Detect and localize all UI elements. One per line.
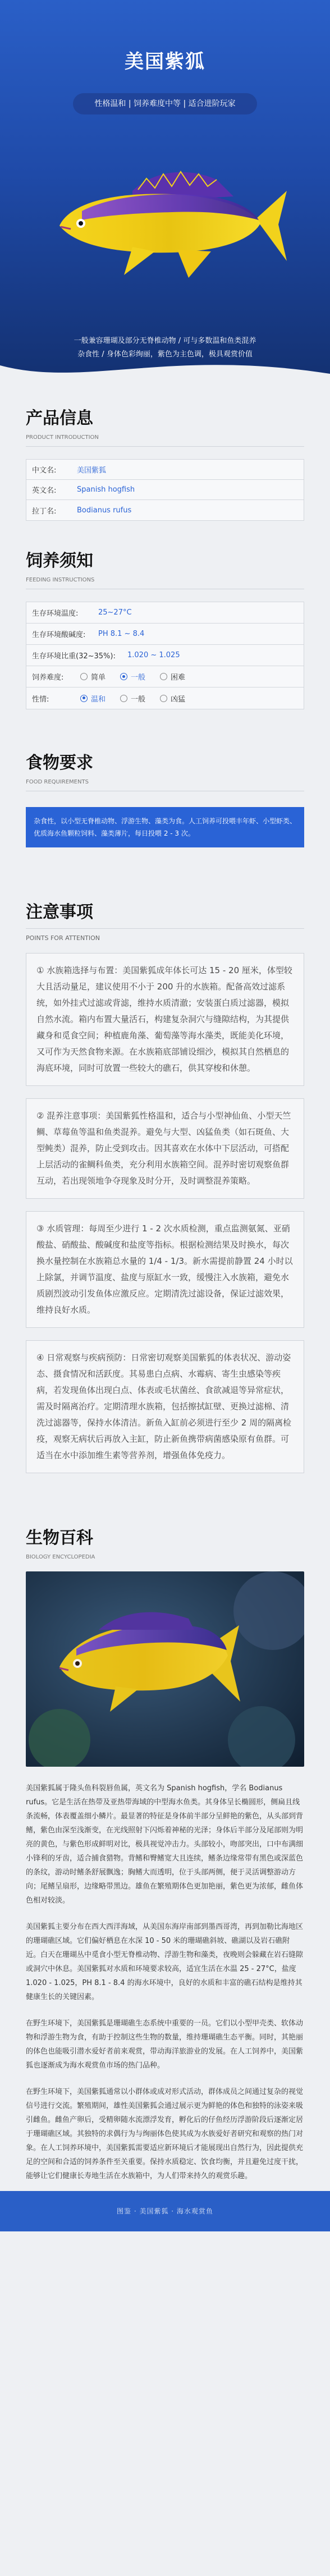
- temper-option-normal[interactable]: [120, 693, 145, 704]
- info-row-english-name: [26, 480, 304, 500]
- care-row-temper: [26, 687, 304, 709]
- note-card-tank: ① 水族箱选择与布置：美国紫狐成年体长可达 15 - 20 厘米，体型较大且活动量足，建议使用不小于 200 升的水族箱。配备高效过滤系统，如外挂式过滤或背滤，维持水质清澈；安装蛋白质过滤器，模拟自然水流。箱内布置大量活石，构建复杂洞穴与缝隙结构，为其提供藏身和觅食空间；种植鹿角藻、葡萄藻等海水藻类，既能美化环境，又可作为天然食物来源。在水族箱底部铺设细沙，模拟其自然栖息的海底环境，同时可放置一些较大的礁石，供其穿梭和休憩。: [26, 953, 304, 1086]
- hero-banner: [0, 0, 330, 387]
- care-key: 生存环境比重(32~35%):: [32, 652, 116, 661]
- food-section: [0, 709, 330, 847]
- ency-text: [26, 1781, 304, 2183]
- care-value: 1.020 ~ 1.025: [127, 651, 180, 659]
- temper-option-fierce[interactable]: [160, 693, 185, 704]
- ency-paragraph: 在野生环境下，美国紫狐通常以小群体或成对形式活动，群体成员之间通过复杂的视觉信号进行交流。繁殖期间，雄性美国紫狐会通过展示更为鲜艳的体色和独特的泳姿来吸引雌鱼。雌鱼产卵后，受精卵随水流漂浮发育，孵化后的仔鱼经历浮游阶段后逐渐定居于珊瑚礁区域。其独特的求偶行为与绚丽体色使其成为水族爱好者研究和观察的热门对象。在人工饲养环境中，美国紫狐需要适应新环境后才能展现出自然行为，因此提供充足的空间和合适的饲养条件至关重要。保持水质稳定、饮食均衡，并且避免过度干扰，能够让它们健康长寿地生活在水族箱中，为人们带来持久的观赏乐趣。: [26, 2088, 304, 2180]
- care-table: [26, 602, 304, 709]
- fish-photo: [26, 1571, 304, 1767]
- care-key: 生存环境酸碱度:: [32, 631, 86, 639]
- product-title: 产品信息: [26, 409, 93, 428]
- info-key: 英文名:: [32, 487, 57, 495]
- ency-paragraph: 美国紫狐属于隆头鱼科裂唇鱼属，英文名为 Spanish hogfish，学名 Bodianus rufus。它是生活在热带及亚热带海域的中型海水鱼类。其身体呈长椭圆形，侧扁且线条流畅，体表覆盖细小鳞片。最显著的特征是身体前半部分呈鲜艳的紫色，从头部到背鳍，紫色由深至浅渐变，在光线照射下闪烁着神秘的光泽；身体后半部分及尾部则为明亮的黄色，与紫色形成鲜明对比，极具视觉冲击力。头部较小，吻部突出，口中布满细小锋利的牙齿，适合捕食猎物。背鳍和臀鳍宽大且连续，鳍条边缘常带有黑色或深蓝色的条纹，游动时鳍条舒展飘逸；胸鳍大而透明，位于头部两侧，便于灵活调整游动方向；尾鳍呈扇形，边缘略带黑边。雄鱼在繁殖期体色更加艳丽，紫色更为浓郁，雌鱼体色相对较淡。: [26, 1784, 304, 1905]
- care-key: 生存环境温度:: [32, 609, 79, 618]
- tail-fin: [256, 191, 287, 261]
- info-value: Bodianus rufus: [77, 506, 132, 515]
- difficulty-option-normal[interactable]: [120, 671, 145, 682]
- note-card-mixing: ② 混养注意事项：美国紫狐性格温和，适合与小型神仙鱼、小型天竺鲷、草莓鱼等温和鱼类混养。避免与大型、凶猛鱼类（如石斑鱼、大型鲀类）混养，防止受到攻击。因其喜欢在水体中下层活动，可搭配上层活动的雀鲷科鱼类，充分利用水族箱空间。混养时密切观察鱼群互动，若出现领地争夺现象及时分开，及时调整混养策略。: [26, 1098, 304, 1199]
- note-card-health: ④ 日常观察与疾病预防：日常密切观察美国紫狐的体表状况、游动姿态、摄食情况和活跃度。其易患白点病、水霉病、寄生虫感染等疾病，若发现鱼体出现白点、体表或毛状菌丝、食欲减退等异常症状，需及时隔离治疗。定期清理水族箱，包括擦拭缸壁、更换过滤棉、清洗过滤器等，保持水体清洁。新鱼入缸前必须进行至少 2 周的隔离检疫，观察无病状后再放入主缸，防止新鱼携带病菌感染原有鱼群。可适当在水中添加维生素等营养剂，增强鱼体免疫力。: [26, 1340, 304, 1473]
- divider: [26, 446, 304, 447]
- option-label: 一般: [131, 673, 146, 682]
- info-row-chinese-name: [26, 460, 304, 480]
- hero-title: 美国紫狐: [125, 51, 205, 73]
- care-key: 饲养难度:: [32, 673, 64, 682]
- radio-icon: [160, 673, 167, 680]
- notes-section: [0, 847, 330, 1473]
- care-row-temperature: [26, 602, 304, 624]
- radio-icon: [80, 673, 88, 680]
- hero-traits-pill: 性格温和 | 饲养难度中等 | 适合进阶玩家: [73, 93, 257, 114]
- care-row-ph: [26, 624, 304, 645]
- product-info-section: [0, 387, 330, 521]
- ency-title: 生物百科: [26, 1528, 93, 1548]
- notes-title: 注意事项: [26, 902, 93, 922]
- difficulty-option-easy[interactable]: [80, 671, 106, 682]
- option-label: 凶猛: [171, 695, 186, 704]
- info-value: Spanish hogfish: [77, 485, 135, 494]
- fish-illustration: [48, 157, 290, 286]
- product-subtitle: PRODUCT INTRODUCTION: [26, 434, 99, 441]
- footer-bar: 图鉴 · 美国紫狐 · 海水观赏鱼: [0, 2191, 330, 2231]
- option-label: 困难: [171, 673, 186, 682]
- care-subtitle: FEEDING INSTRUCTIONS: [26, 577, 95, 583]
- product-info-table: [26, 459, 304, 521]
- care-value: 25~27°C: [98, 608, 132, 617]
- radio-icon: [160, 695, 167, 702]
- info-value: 美国紫狐: [77, 466, 107, 475]
- ency-paragraph: 在野生环境下，美国紫狐是珊瑚礁生态系统中重要的一员。它们以小型甲壳类、软体动物和浮游生物为食，有助于控制这些生物的数量，维持珊瑚礁生态平衡。同时，其艳丽的体色也能吸引潜水爱好者前来观赏，带动海洋旅游业的发展。在人工饲养中，美国紫狐也逐渐成为海水观赏鱼市场的热门品种。: [26, 2019, 304, 2070]
- hero-caption-line1: 一般兼容珊瑚及部分无脊椎动物 / 可与多数温和鱼类混养: [74, 337, 256, 345]
- food-title: 食物要求: [26, 753, 93, 773]
- care-value: PH 8.1 ~ 8.4: [98, 630, 145, 638]
- info-row-latin-name: [26, 500, 304, 520]
- radio-checked-icon: [80, 695, 88, 702]
- care-row-salinity: [26, 645, 304, 666]
- difficulty-option-hard[interactable]: [160, 671, 185, 682]
- note-card-water: ③ 水质管理：每周至少进行 1 - 2 次水质检测，重点监测氨氮、亚硝酸盐、硝酸盐、酸碱度和盐度等指标。根据检测结果及时换水，每次换水量控制在水族箱总水量的 1/4 - 1/3。新水需提前静置 24 小时以上除氯，并调节温度、盐度与原缸水一致，缓慢注入水族箱，避免水质剧烈波动引发鱼体应激反应。定期清洗过滤设备，保证过滤效果，维持良好水质。: [26, 1211, 304, 1328]
- option-label: 简单: [91, 673, 106, 682]
- care-title: 饲养须知: [26, 551, 93, 571]
- care-row-difficulty: [26, 666, 304, 687]
- notes-subtitle: POINTS FOR ATTENTION: [26, 934, 100, 942]
- temper-option-mild[interactable]: [80, 693, 106, 704]
- divider: [26, 928, 304, 929]
- care-key: 性情:: [32, 695, 49, 704]
- food-description: 杂食性，以小型无脊椎动物、浮游生物、藻类为食。人工饲养可投喂丰年虾、小型虾类、优质海水鱼颗粒饲料、藻类薄片，每日投喂 2 - 3 次。: [26, 807, 304, 847]
- care-section: [0, 521, 330, 709]
- radio-icon: [120, 695, 127, 702]
- option-label: 一般: [131, 695, 146, 704]
- option-label: 温和: [91, 695, 106, 704]
- info-key: 拉丁名:: [32, 507, 57, 516]
- hero-caption-line2: 杂食性 / 身体色彩绚丽，紫色为主色调，极具观赏价值: [77, 350, 253, 359]
- encyclopedia-section: [0, 1473, 330, 2183]
- food-subtitle: FOOD REQUIREMENTS: [26, 779, 89, 785]
- radio-checked-icon: [120, 673, 127, 680]
- ency-paragraph: 美国紫狐主要分布在西大西洋海域，从美国东海岸南部到墨西哥湾，再到加勒比海地区的珊瑚礁区域。它们偏好栖息在水深 10 - 50 米的珊瑚礁斜坡、礁湖以及岩石礁附近。白天在珊瑚丛中觅食小型无脊椎动物、浮游生物和藻类，夜晚则会躲藏在岩石缝隙或洞穴中休息。美国紫狐对水质和环境要求较高，适宜生活在水温 25 - 27°C，盐度 1.020 - 1.025，PH 8.1 - 8.4 的海水环境中，良好的水质和丰富的礁石结构是维持其健康生长的关键因素。: [26, 1923, 304, 2001]
- ency-subtitle: BIOLOGY ENCYCLOPEDIA: [26, 1554, 95, 1560]
- wave-divider: [0, 343, 330, 387]
- info-key: 中文名:: [32, 466, 57, 475]
